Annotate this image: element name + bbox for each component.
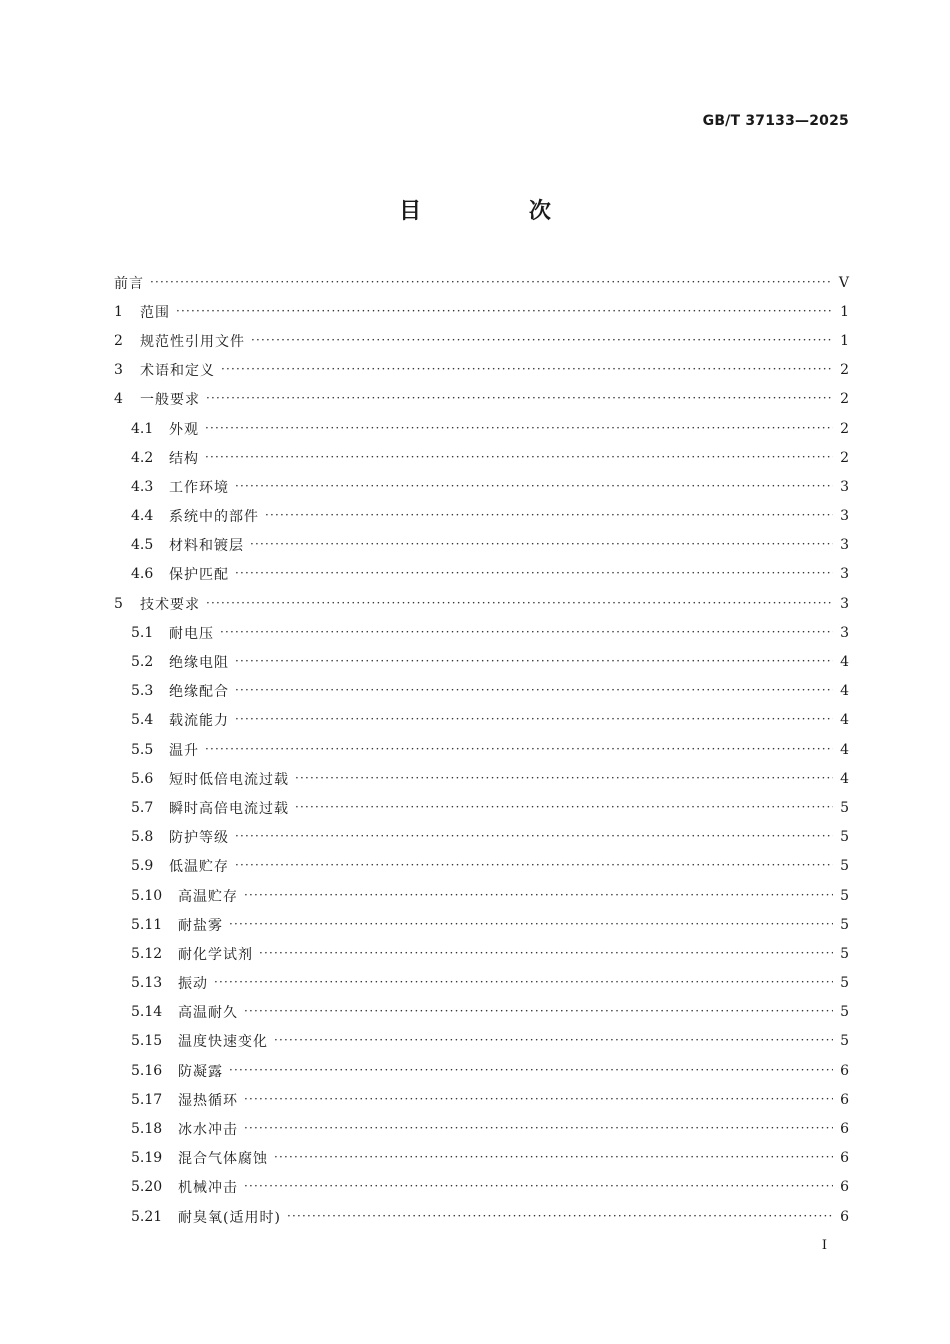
toc-entry[interactable] [114, 939, 849, 968]
toc-entry-number: 5.2 [131, 654, 154, 671]
toc-entry-page: 6 [840, 1208, 849, 1225]
toc-entry-number: 4.6 [131, 566, 154, 583]
toc-leader-dots [251, 333, 833, 347]
toc-entry-label: 振动 [178, 976, 208, 993]
toc-entry-label: 范围 [140, 304, 170, 321]
toc-entry-label: 耐电压 [169, 625, 214, 642]
toc-entry[interactable] [114, 881, 849, 910]
toc-entry-page: 1 [840, 303, 849, 320]
toc-entry[interactable] [114, 1085, 849, 1114]
toc-leader-dots [229, 1063, 833, 1077]
toc-entry-label: 瞬时高倍电流过载 [169, 800, 289, 817]
toc-leader-dots [205, 421, 833, 435]
toc-entry[interactable] [114, 414, 849, 443]
toc-entry-label: 材料和镀层 [169, 538, 244, 555]
toc-entry-page: 4 [840, 683, 849, 700]
toc-entry-label: 一般要求 [140, 392, 200, 409]
toc-entry-number: 5.17 [131, 1091, 163, 1108]
toc-entry-page: 6 [840, 1121, 849, 1138]
toc-entry-page: V [838, 274, 849, 291]
toc-entry-page: 5 [840, 1004, 849, 1021]
toc-entry-number: 5.13 [131, 975, 163, 992]
toc-entry[interactable] [114, 823, 849, 852]
toc-leader-dots [150, 275, 833, 289]
toc-entry[interactable] [114, 706, 849, 735]
toc-entry[interactable] [114, 647, 849, 676]
toc-entry[interactable] [114, 268, 849, 297]
toc-entry-label: 混合气体腐蚀 [178, 1151, 268, 1168]
toc-leader-dots [250, 537, 833, 551]
toc-entry-page: 6 [840, 1062, 849, 1079]
toc-entry[interactable] [114, 764, 849, 793]
toc-entry-number: 5.19 [131, 1150, 163, 1167]
toc-entry-number: 5.18 [131, 1121, 163, 1138]
toc-leader-dots [244, 1004, 833, 1018]
toc-entry-label: 低温贮存 [169, 859, 229, 876]
toc-entry[interactable] [114, 793, 849, 822]
toc-entry-label: 湿热循环 [178, 1092, 238, 1109]
standard-code: GB/T 37133—2025 [702, 113, 849, 129]
toc-leader-dots [235, 654, 833, 668]
toc-entry-label: 耐臭氧(适用时) [178, 1209, 281, 1226]
toc-entry-number: 5.15 [131, 1033, 163, 1050]
toc-entry[interactable] [114, 910, 849, 939]
toc-entry-number: 2 [114, 332, 123, 349]
toc-leader-dots [274, 1150, 833, 1164]
toc-entry-number: 5.14 [131, 1004, 163, 1021]
toc-entry[interactable] [114, 1114, 849, 1143]
toc-entry[interactable] [114, 677, 849, 706]
toc-leader-dots [206, 596, 833, 610]
toc-leader-dots [259, 946, 833, 960]
table-of-contents [114, 268, 849, 1231]
toc-entry-label: 机械冲击 [178, 1180, 238, 1197]
toc-entry[interactable] [114, 356, 849, 385]
toc-entry-number: 1 [114, 303, 123, 320]
toc-entry-label: 温升 [169, 742, 199, 759]
toc-leader-dots [205, 450, 833, 464]
toc-entry-page: 5 [840, 829, 849, 846]
toc-entry-page: 5 [840, 858, 849, 875]
toc-entry[interactable] [114, 472, 849, 501]
toc-entry-page: 5 [840, 945, 849, 962]
toc-leader-dots [206, 391, 833, 405]
toc-leader-dots [235, 683, 833, 697]
toc-entry-label: 耐化学试剂 [178, 946, 253, 963]
toc-entry-page: 4 [840, 770, 849, 787]
toc-entry-page: 3 [840, 624, 849, 641]
toc-entry-label: 高温耐久 [178, 1005, 238, 1022]
toc-leader-dots [220, 625, 833, 639]
toc-entry-number: 5.10 [131, 887, 163, 904]
toc-entry[interactable] [114, 998, 849, 1027]
toc-entry-number: 4.1 [131, 420, 154, 437]
toc-leader-dots [221, 362, 833, 376]
toc-entry[interactable] [114, 618, 849, 647]
toc-entry-page: 4 [840, 741, 849, 758]
toc-leader-dots [287, 1209, 833, 1223]
toc-entry[interactable] [114, 385, 849, 414]
toc-entry-number: 5.9 [131, 858, 154, 875]
toc-entry-label: 保护匹配 [169, 567, 229, 584]
toc-entry-number: 5 [114, 595, 123, 612]
toc-entry-page: 3 [840, 566, 849, 583]
toc-entry-label: 外观 [169, 421, 199, 438]
toc-leader-dots [244, 888, 833, 902]
toc-entry-number: 5.6 [131, 770, 154, 787]
toc-leader-dots [295, 771, 833, 785]
toc-entry-number: 5.8 [131, 829, 154, 846]
toc-entry-page: 3 [840, 508, 849, 525]
toc-entry-page: 5 [840, 916, 849, 933]
toc-entry-page: 3 [840, 537, 849, 554]
toc-entry-page: 2 [840, 391, 849, 408]
toc-entry-page: 6 [840, 1091, 849, 1108]
toc-entry[interactable] [114, 297, 849, 326]
toc-entry[interactable] [114, 326, 849, 355]
toc-entry-label: 冰水冲击 [178, 1122, 238, 1139]
toc-entry-label: 工作环境 [169, 479, 229, 496]
toc-leader-dots [214, 975, 833, 989]
toc-entry[interactable] [114, 1027, 849, 1056]
toc-leader-dots [235, 829, 833, 843]
toc-entry-number: 5.12 [131, 945, 163, 962]
toc-entry-label: 防护等级 [169, 830, 229, 847]
toc-entry-number: 4 [114, 391, 123, 408]
toc-leader-dots [235, 712, 833, 726]
toc-leader-dots [235, 479, 833, 493]
toc-entry-page: 2 [840, 362, 849, 379]
toc-leader-dots [176, 304, 833, 318]
toc-entry-label: 系统中的部件 [169, 509, 259, 526]
toc-entry-number: 5.20 [131, 1179, 163, 1196]
toc-entry-number: 5.7 [131, 799, 154, 816]
toc-entry[interactable] [114, 1173, 849, 1202]
toc-entry-label: 短时低倍电流过载 [169, 771, 289, 788]
toc-entry-label: 载流能力 [169, 713, 229, 730]
toc-entry-label: 温度快速变化 [178, 1034, 268, 1051]
toc-leader-dots [229, 917, 833, 931]
toc-entry-number: 4.2 [131, 449, 154, 466]
toc-entry-label: 规范性引用文件 [140, 333, 245, 350]
toc-leader-dots [244, 1179, 833, 1193]
toc-entry-label: 绝缘配合 [169, 684, 229, 701]
toc-entry-number: 5.3 [131, 683, 154, 700]
toc-entry[interactable] [114, 1056, 849, 1085]
toc-leader-dots [265, 508, 833, 522]
toc-entry-page: 3 [840, 595, 849, 612]
toc-entry-number: 5.5 [131, 741, 154, 758]
toc-entry-page: 3 [840, 478, 849, 495]
toc-leader-dots [274, 1033, 833, 1047]
toc-entry-page: 2 [840, 449, 849, 466]
toc-leader-dots [205, 742, 833, 756]
toc-entry-page: 5 [840, 1033, 849, 1050]
toc-entry[interactable] [114, 443, 849, 472]
toc-entry-label: 绝缘电阻 [169, 655, 229, 672]
toc-entry-page: 6 [840, 1150, 849, 1167]
toc-entry-page: 4 [840, 654, 849, 671]
toc-entry[interactable] [114, 589, 849, 618]
page-title: 目 次 [399, 199, 601, 224]
toc-entry-number: 5.16 [131, 1062, 163, 1079]
toc-entry-page: 1 [840, 332, 849, 349]
toc-entry-label: 耐盐雾 [178, 917, 223, 934]
toc-entry[interactable] [114, 852, 849, 881]
toc-entry-label: 前言 [114, 275, 144, 292]
toc-entry-number: 5.21 [131, 1208, 163, 1225]
toc-entry-label: 技术要求 [140, 596, 200, 613]
toc-leader-dots [244, 1121, 833, 1135]
toc-entry[interactable] [114, 1202, 849, 1231]
toc-entry-number: 4.4 [131, 508, 154, 525]
toc-entry-page: 4 [840, 712, 849, 729]
toc-entry[interactable] [114, 531, 849, 560]
toc-entry-page: 5 [840, 887, 849, 904]
toc-entry-number: 4.5 [131, 537, 154, 554]
toc-entry-label: 结构 [169, 450, 199, 467]
toc-entry-page: 2 [840, 420, 849, 437]
toc-entry[interactable] [114, 1144, 849, 1173]
toc-entry-label: 高温贮存 [178, 888, 238, 905]
toc-entry-number: 5.1 [131, 624, 154, 641]
toc-entry-number: 4.3 [131, 478, 154, 495]
toc-leader-dots [235, 858, 833, 872]
toc-entry[interactable] [114, 502, 849, 531]
toc-entry-page: 5 [840, 975, 849, 992]
toc-entry-label: 防凝露 [178, 1063, 223, 1080]
toc-entry-number: 5.11 [131, 916, 163, 933]
toc-leader-dots [235, 566, 833, 580]
toc-leader-dots [295, 800, 833, 814]
toc-entry-page: 5 [840, 799, 849, 816]
page-number: I [821, 1238, 827, 1253]
toc-entry-label: 术语和定义 [140, 363, 215, 380]
toc-leader-dots [244, 1092, 833, 1106]
toc-entry-page: 6 [840, 1179, 849, 1196]
toc-entry-number: 3 [114, 362, 123, 379]
toc-entry[interactable] [114, 969, 849, 998]
toc-entry[interactable] [114, 735, 849, 764]
toc-entry[interactable] [114, 560, 849, 589]
toc-entry-number: 5.4 [131, 712, 154, 729]
